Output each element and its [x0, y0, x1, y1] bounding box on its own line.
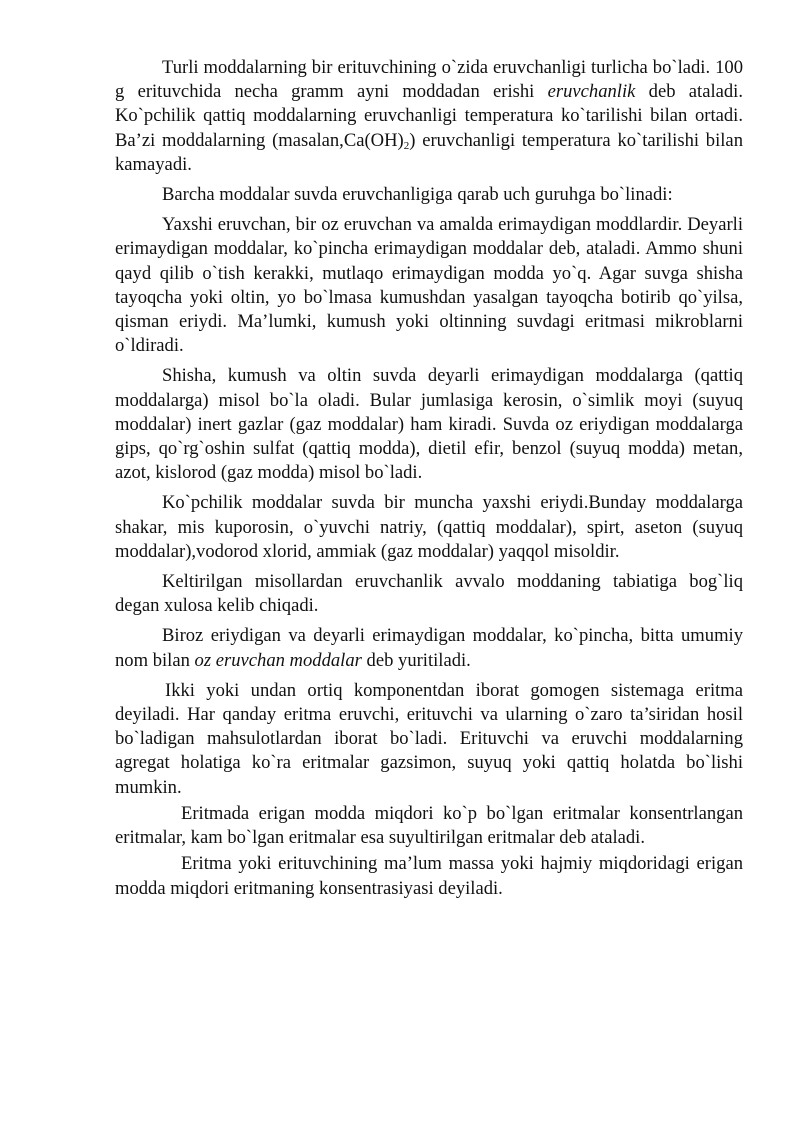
- text-segment: Turli moddalarning bir erituvchining o`zida eruvchanligi turlicha bo`ladi. 100 g erituvchida necha gramm ayni moddadan erishi: [115, 57, 743, 103]
- term-eruvchanlik: eruvchanlik: [547, 81, 636, 103]
- term-oz-eruvchan-moddalar: oz eruvchan moddalar: [194, 649, 362, 671]
- paragraph-solution-definition: Ikki yoki undan ortiq komponentdan iborat gomogen sistemaga eritma deyiladi. Har qanday eritma eruvchi, erituvchi va ularning o`zaro ta’siridan hosil bo`ladigan mahsulotlardan iborat bo`ladi. Erituvchi va eruvchi moddalarning agregat holatiga ko`ra eritmalar gazsimon, suyuq yoki qattiq holatda bo`lishi mumkin.: [115, 679, 743, 798]
- paragraph-insoluble-examples: Shisha, kumush va oltin suvda deyarli erimaydigan moddalarga (qattiq moddalarga) misol bo`la oladi. Bular jumlasiga kerosin, o`simlik moyi (suyuq moddalar) inert gazlar (gaz moddalar) ham kiradi. Suvda oz eriydigan moddalarga gips, qo`rg`oshin sulfat (qattiq modda), dietil efir, benzol (suyuq modda) metan, azot, kislorod (gaz modda) misol bo`ladi.: [115, 365, 743, 484]
- paragraph-soluble-examples: Ko`pchilik moddalar suvda bir muncha yaxshi eriydi.Bunday moddalarga shakar, mis kuporosin, o`yuvchi natriy, (qattiq moddalar), spirt, aseton (suyuq moddalar),vodorod xlorid, ammiak (gaz moddalar) yaqqol misoldir.: [115, 492, 743, 562]
- text-segment: Biroz eriydigan va deyarli erimaydigan moddalar, ko`pincha, bitta umumiy nom bilan: [115, 625, 743, 671]
- subscript: 2: [403, 139, 410, 152]
- paragraph-concentration: Eritma yoki erituvchining ma’lum massa yoki hajmiy miqdoridagi erigan modda miqdori eritmaning konsentrasiyasi deyiladi.: [115, 853, 743, 899]
- paragraph-group-types: Yaxshi eruvchan, bir oz eruvchan va amalda erimaydigan moddlardir. Deyarli erimaydigan moddalar, ko`pincha erimaydigan moddalar deb, ataladi. Ammo shuni qayd qilib o`tish kerakki, mutlaqo erimaydigan modda yo`q. Agar suvga shisha tayoqcha yoki oltin, yo bo`lmasa kumushdan yasalgan tayoqcha botirib qo`yilsa, qisman eriydi. Ma’lumki, kumush yoki oltinning suvdagi eritmasi mikroblarni o`ldiradi.: [115, 214, 743, 357]
- text-segment: ) eruvchanligi temperatura ko`tarilishi bilan kamayadi.: [115, 129, 743, 175]
- paragraph-solubility-definition: [115, 56, 743, 177]
- text-segment: deb ataladi. Ko`pchilik qattiq moddalarning eruvchanligi temperatura ko`tarilishi bilan ortadi. Ba’zi moddalarning (masalan,Ca(OH): [115, 81, 743, 151]
- document-page: [115, 56, 743, 903]
- text-segment: deb yuritiladi.: [361, 649, 471, 671]
- paragraph-three-groups: Barcha moddalar suvda eruvchanligiga qarab uch guruhga bo`linadi:: [162, 184, 673, 206]
- paragraph-conclusion: Keltirilgan misollardan eruvchanlik avvalo moddaning tabiatiga bog`liq degan xulosa kelib chiqadi.: [115, 571, 743, 617]
- paragraph-slightly-soluble: [115, 624, 743, 672]
- paragraph-concentrated-dilute: Eritmada erigan modda miqdori ko`p bo`lgan eritmalar konsentrlangan eritmalar, kam bo`lgan eritmalar esa suyultirilgan eritmalar deb ataladi.: [115, 802, 743, 849]
